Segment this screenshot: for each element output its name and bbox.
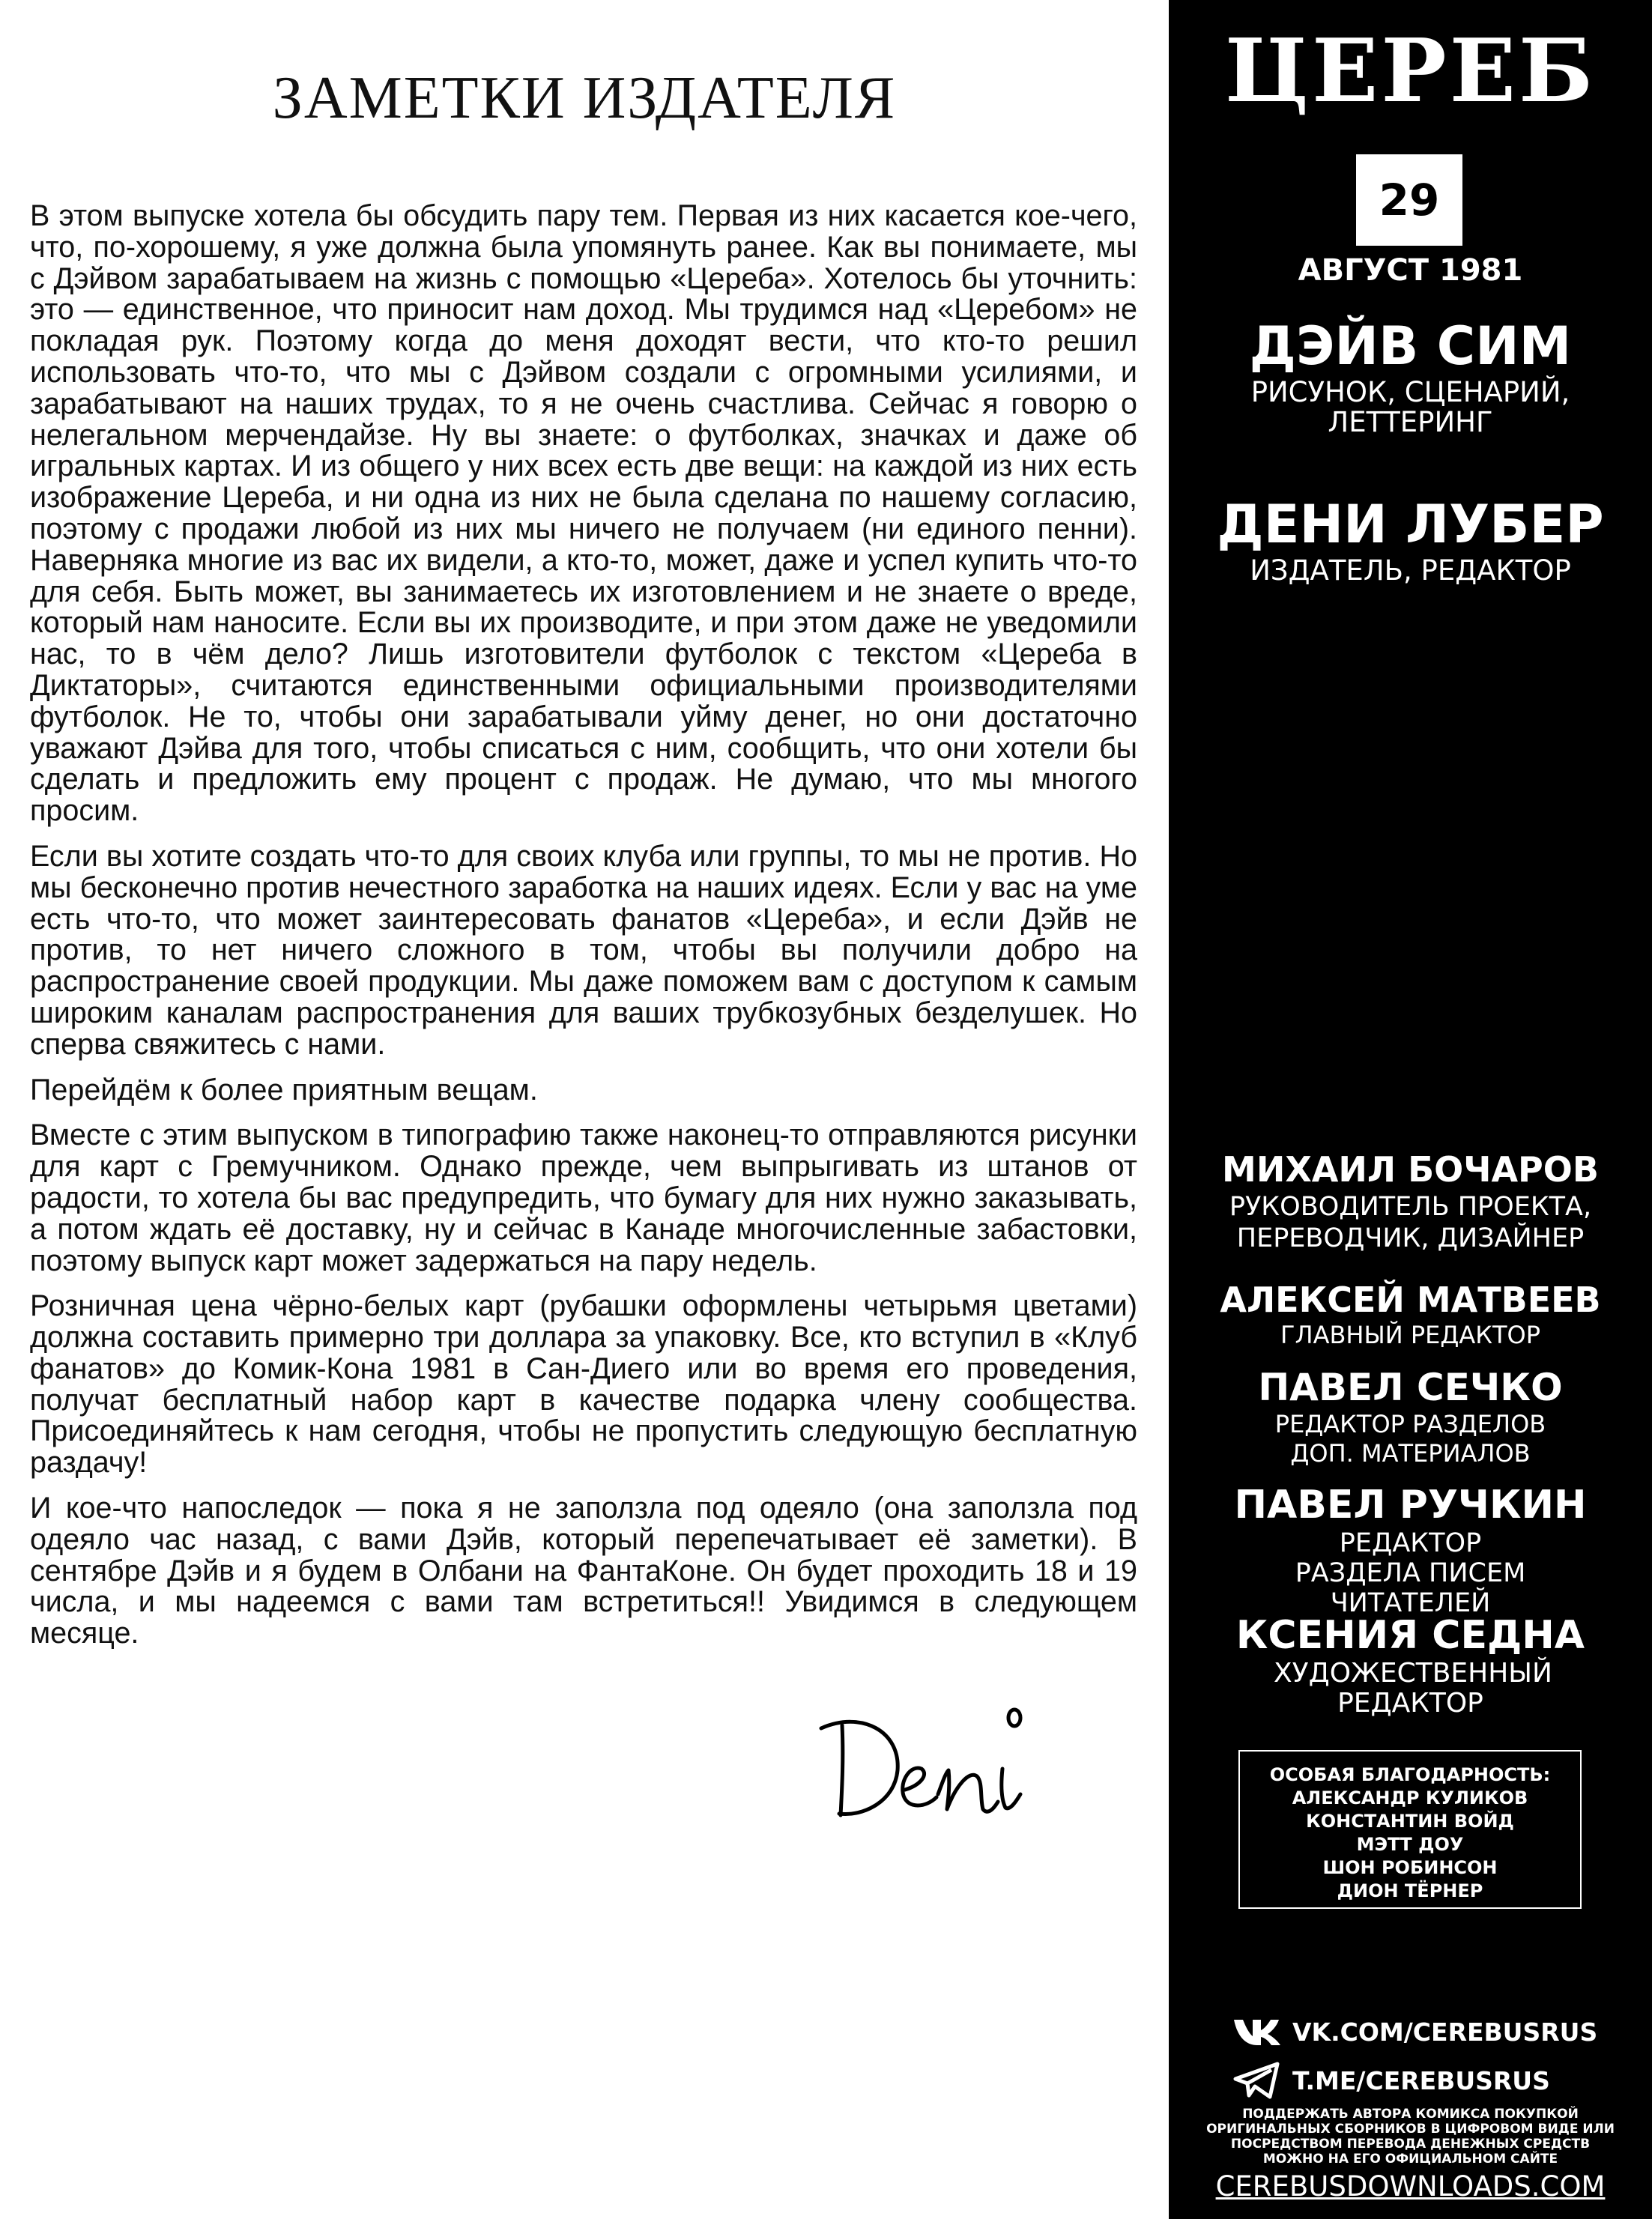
paragraph: И кое-что напоследок — пока я не заползла под одеяло (она заползла под одеяло час назад, с вами Дэйв, который перепечатывает её заметки). В сентябре Дэйв и я будем в Олбани на ФантаКоне. Он будет проходить 18 и 19 числа, и мы надеемся с вами там встретиться!! Увидимся в следующем месяце. bbox=[30, 1492, 1137, 1650]
issue-date: АВГУСТ 1981 bbox=[1298, 253, 1523, 288]
thanks-name: КОНСТАНТИН ВОЙД bbox=[1306, 1811, 1514, 1832]
telegram-icon bbox=[1232, 2061, 1282, 2100]
credit-role: ИЗДАТЕЛЬ, РЕДАКТОР bbox=[1250, 554, 1571, 587]
thanks-name: АЛЕКСАНДР КУЛИКОВ bbox=[1292, 1787, 1528, 1808]
paragraph: Если вы хотите создать что-то для своих клуба или группы, то мы не против. Но мы бесконечно против нечестного заработка на наших идеях. Если у вас на уме есть что-то, что может заинтересовать фанатов «Цереба», и если Дэйв не против, то нет ничего сложного в том, чтобы вы получили добро на распространение своей продукции. Мы даже поможем вам с доступом к самым широким каналам распространения для ваших трубкозубных безделушек. Но сперва свяжитесь с нами. bbox=[30, 839, 1137, 1061]
paragraph: Вместе с этим выпуском в типографию также наконец-то отправляются рисунки для карт с Гремучником. Однако прежде, чем выпрыгивать из штанов от радости, то хотела бы вас предупредить, что бумагу для них нужно заказывать, а потом ждать её доставку, ну и сейчас в Канаде многочисленные забастовки, поэтому выпуск карт может задержаться на пару недель. bbox=[30, 1118, 1137, 1277]
credit-role: РЕДАКТОР РАЗДЕЛА ПИСЕМ ЧИТАТЕЛЕЙ bbox=[1295, 1528, 1526, 1618]
credit-role: РЕДАКТОР РАЗДЕЛОВ ДОП. МАТЕРИАЛОВ bbox=[1274, 1410, 1546, 1468]
credits-sidebar bbox=[1169, 0, 1652, 2219]
page-title: ЗАМЕТКИ ИЗДАТЕЛЯ bbox=[272, 65, 897, 131]
credit-name: АЛЕКСЕЙ МАТВЕЕВ bbox=[1220, 1280, 1601, 1320]
website-link[interactable]: CEREBUSDOWNLOADS.COM bbox=[1215, 2170, 1606, 2203]
paragraph: Розничная цена чёрно-белых карт (рубашки оформлены четырьмя цветами) должна составить примерно три доллара за упаковку. Все, кто вступил в «Клуб фанатов» до Комик-Кона 1981 в Сан-Диего или во время его проведения, получат бесплатный набор карт в качестве подарка члену сообщества. Присоединяйтесь к нам сегодня, чтобы не пропустить следующую бесплатную раздачу! bbox=[30, 1289, 1137, 1480]
thanks-name: ШОН РОБИНСОН bbox=[1322, 1857, 1498, 1878]
credit-name: ПАВЕЛ РУЧКИН bbox=[1234, 1483, 1587, 1528]
telegram-link-text: T.ME/CEREBUSRUS bbox=[1292, 2065, 1550, 2095]
credit-publisher bbox=[1169, 493, 1652, 586]
issue-number-badge: 29 bbox=[1356, 154, 1462, 246]
paragraph: Перейдём к более приятным вещам. bbox=[30, 1073, 538, 1107]
credit-role: РИСУНОК, СЦЕНАРИЙ, ЛЕТТЕРИНГ bbox=[1250, 376, 1570, 438]
credit-team-member bbox=[1169, 1365, 1652, 1468]
credit-team-member bbox=[1169, 1279, 1652, 1349]
credit-role: РУКОВОДИТЕЛЬ ПРОЕКТА, ПЕРЕВОДЧИК, ДИЗАЙНЕР bbox=[1229, 1192, 1592, 1253]
vk-link[interactable] bbox=[1232, 2011, 1597, 2053]
signature bbox=[817, 1689, 1056, 1832]
credit-team-member bbox=[1169, 1148, 1652, 1254]
telegram-link[interactable] bbox=[1232, 2059, 1550, 2101]
thanks-heading: ОСОБАЯ БЛАГОДАРНОСТЬ: bbox=[1269, 1764, 1551, 1785]
paragraph: В этом выпуске хотела бы обсудить пару тем. Первая из них касается кое-чего, что, по-хорошему, я уже должна была упомянуть ранее. Как вы понимаете, мы с Дэйвом зарабатываем на жизнь с помощью «Цереба». Хотелось бы уточнить: это — единственное, что приносит нам доход. Мы трудимся над «Церебом» не покладая рук. Поэтому когда до меня доходят вести, что кто-то решил использовать что-то, что мы с Дэйвом создали с огромными усилиями, и зарабатывают на наших трудах, то я не очень счастлива. Сейчас я говорю о нелегальном мерчендайзе. Ну вы знаете: о футболках, значках и даже об игральных картах. И из общего у них всех есть две вещи: на каждой из них есть изображение Цереба, и ни одна из них не была сделана по нашему согласию, поэтому с продажи любой из них мы ничего не получаем (ни единого пенни). Наверняка многие из вас их видели, а кто-то, может, даже и успел купить что-то для себя. Быть может, вы занимаетесь их изготовлением и не знаете о вреде, который нам наносите. Если вы их производите, и при этом даже не уведомили нас, то в чём дело? Лишь изготовители футболок с текстом «Цереба в Диктаторы», считаются единственными официальными производителями футболок. Не то, чтобы они зарабатывали уйму денег, но они достаточно уважают Дэйва для того, чтобы списаться с ним, сообщить, что они хотели бы сделать и предложить ему процент с продаж. Не думаю, что мы многого просим. bbox=[30, 199, 1137, 828]
thanks-name: ДИОН ТЁРНЕР bbox=[1337, 1880, 1483, 1901]
special-thanks-box bbox=[1238, 1750, 1582, 1909]
thanks-name: МЭТТ ДОУ bbox=[1356, 1834, 1464, 1855]
credit-role: ХУДОЖЕСТВЕННЫЙ РЕДАКТОР bbox=[1274, 1658, 1552, 1719]
credit-name: ДЭЙВ СИМ bbox=[1249, 315, 1572, 377]
support-note: ПОДДЕРЖАТЬ АВТОРА КОМИКСА ПОКУПКОЙ ОРИГИНАЛЬНЫХ СБОРНИКОВ В ЦИФРОВОМ ВИДЕ ИЛИ ПОСРЕДСТВОМ ПЕРЕВОДА ДЕНЕЖНЫХ СРЕДСТВ МОЖНО НА ЕГО ОФИЦИАЛЬНОМ САЙТЕ bbox=[1206, 2107, 1615, 2167]
credit-name: ПАВЕЛ СЕЧКО bbox=[1258, 1366, 1563, 1409]
credit-name: МИХАИЛ БОЧАРОВ bbox=[1222, 1149, 1599, 1190]
vk-icon bbox=[1232, 2017, 1282, 2047]
article-body bbox=[30, 201, 1137, 1664]
credit-author bbox=[1169, 315, 1652, 438]
credit-team-member bbox=[1169, 1612, 1652, 1719]
series-logo: ЦЕРЕБ bbox=[1224, 20, 1597, 122]
vk-link-text: VK.COM/CEREBUSRUS bbox=[1292, 2017, 1598, 2047]
credit-name: КСЕНИЯ СЕДНА bbox=[1235, 1613, 1585, 1658]
credit-team-member bbox=[1169, 1482, 1652, 1618]
credit-name: ДЕНИ ЛУБЕР bbox=[1217, 494, 1604, 555]
credit-role: ГЛАВНЫЙ РЕДАКТОР bbox=[1280, 1321, 1540, 1349]
